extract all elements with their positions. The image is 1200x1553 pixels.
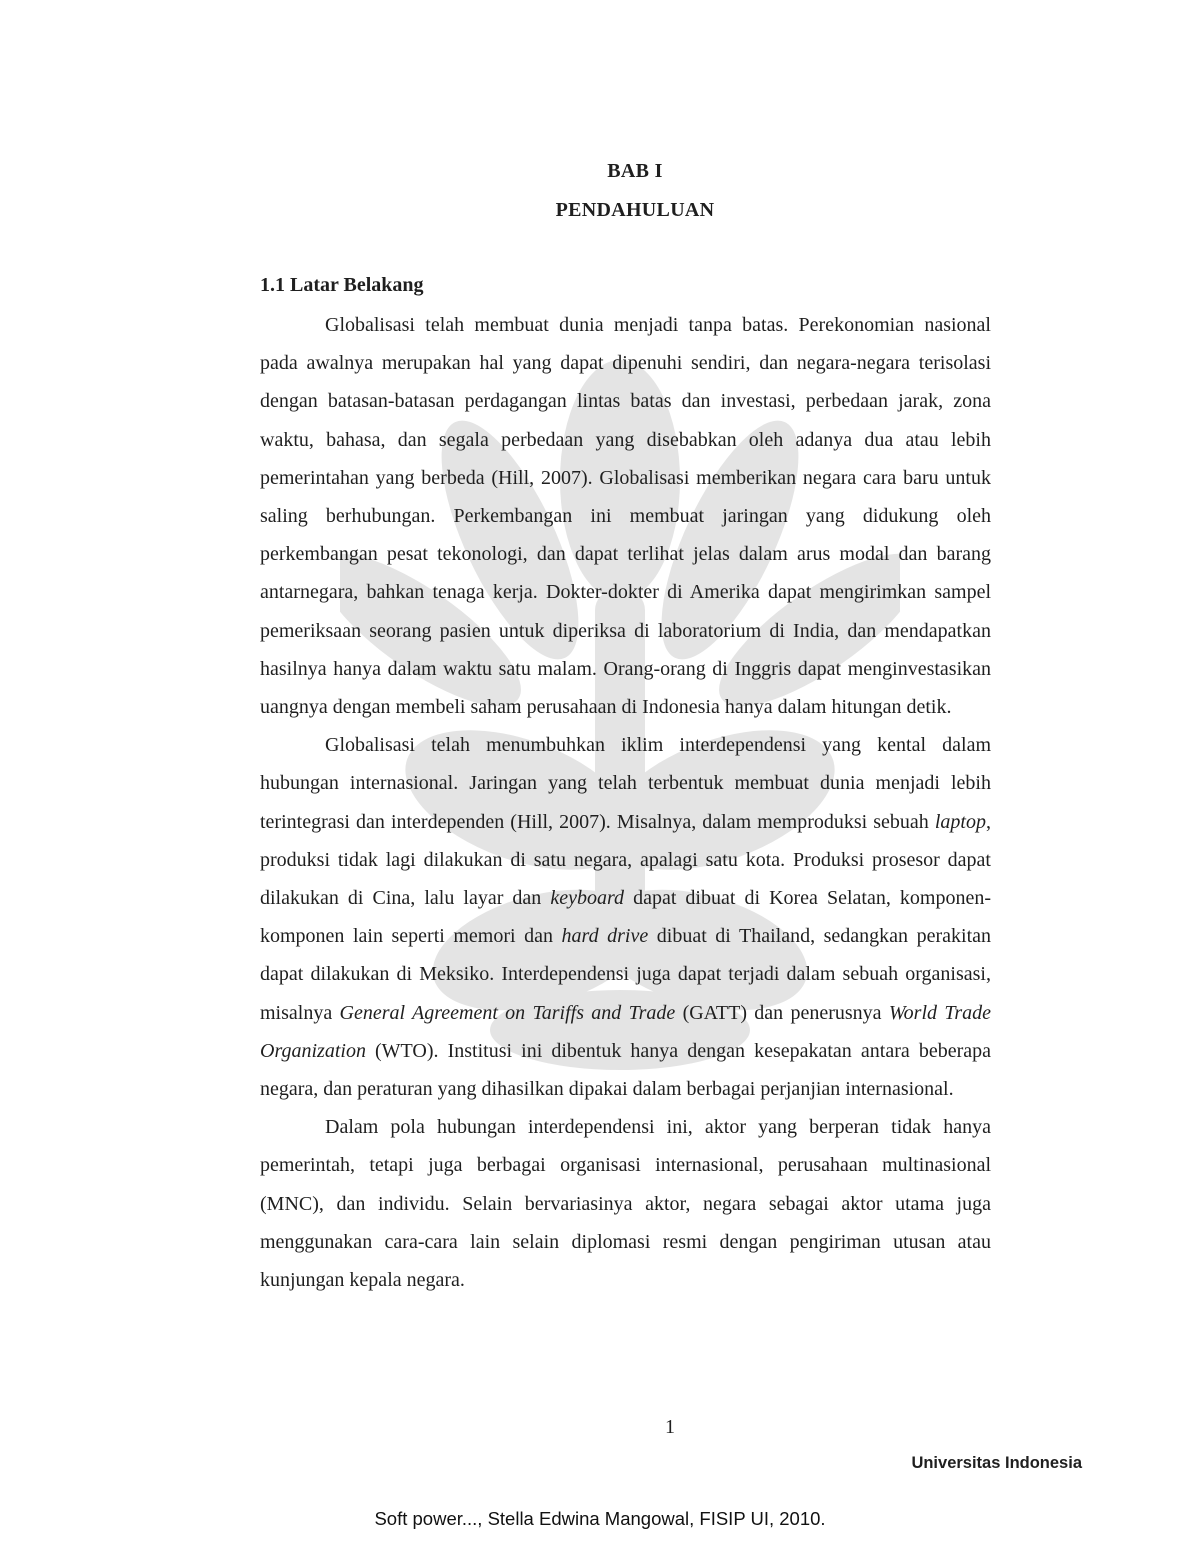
italic-term: General Agreement on Tariffs and Trade: [339, 1001, 676, 1024]
chapter-number: BAB I: [607, 160, 663, 182]
body-text: [260, 306, 991, 1299]
section-heading: 1.1 Latar Belakang: [260, 274, 424, 296]
italic-term: laptop: [934, 810, 986, 833]
italic-term: World Trade Organization: [260, 1001, 992, 1062]
chapter-title: PENDAHULUAN: [555, 199, 715, 221]
paragraph-2: [260, 726, 991, 1108]
paragraph-2-text: dibuat di Thailand, sedangkan perakitan dapat dilakukan di Meksiko. Interdependensi juga dapat terjadi dalam sebuah organisasi, misalnya: [260, 925, 992, 1024]
paragraph-3: Dalam pola hubungan interdependensi ini, aktor yang berperan tidak hanya pemerintah, tetapi juga berbagai organisasi internasional, perusahaan multinasional (MNC), dan individu. Selain bervariasinya aktor, negara sebagai aktor utama juga menggunakan cara-cara lain selain diplomasi resmi dengan pengiriman utusan atau kunjungan kepala negara.: [260, 1116, 991, 1292]
paragraph-2-text: dapat dibuat di Korea Selatan, komponen-komponen lain seperti memori dan: [260, 887, 991, 948]
italic-term: hard drive: [561, 925, 649, 948]
university-name: Universitas Indonesia: [911, 1454, 1082, 1472]
paragraph-2-text: Globalisasi telah menumbuhkan iklim interdependensi yang kental dalam hubungan internasional. Jaringan yang telah terbentuk membuat dunia menjadi lebih terintegrasi dan interdependen (Hill, 2007). Misalnya, dalam memproduksi sebuah: [260, 734, 991, 833]
paragraph-2-text: (GATT) dan penerusnya: [675, 1001, 889, 1024]
paragraph-2-text: , produksi tidak lagi dilakukan di satu negara, apalagi satu kota. Produksi prosesor dapat dilakukan di Cina, lalu layar dan: [260, 810, 991, 910]
footer-credit: Soft power..., Stella Edwina Mangowal, FISIP UI, 2010.: [374, 1508, 826, 1529]
italic-term: keyboard: [550, 887, 625, 910]
page-number: 1: [665, 1416, 675, 1438]
paragraph-2-text: (WTO). Institusi ini dibentuk hanya dengan kesepakatan antara beberapa negara, dan peraturan yang dihasilkan dipakai dalam berbagai perjanjian internasional.: [260, 1039, 991, 1101]
paragraph-1: Globalisasi telah membuat dunia menjadi tanpa batas. Perekonomian nasional pada awalnya merupakan hal yang dapat dipenuhi sendiri, dan negara-negara terisolasi dengan batasan-batasan perdagangan lintas batas dan investasi, perbedaan jarak, zona waktu, bahasa, dan segala perbedaan yang disebabkan oleh adanya dua atau lebih pemerintahan yang berbeda (Hill, 2007). Globalisasi memberikan negara cara baru untuk saling berhubungan. Perkembangan ini membuat jaringan yang didukung oleh perkembangan pesat tekonologi, dan dapat terlihat jelas dalam arus modal dan barang antarnegara, bahkan tenaga kerja. Dokter-dokter di Amerika dapat mengirimkan sampel pemeriksaan seorang pasien untuk diperiksa di laboratorium di India, dan mendapatkan hasilnya hanya dalam waktu satu malam. Orang-orang di Inggris dapat menginvestasikan uangnya dengan membeli saham perusahaan di Indonesia hanya dalam hitungan detik.: [260, 314, 991, 719]
